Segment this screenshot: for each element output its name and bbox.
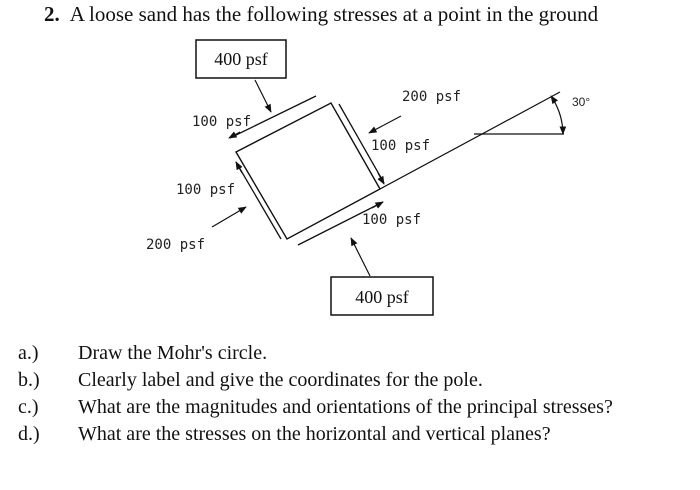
stress-element-square [236,103,380,239]
arrow-right-shear [378,173,384,184]
question-item [18,367,613,394]
angle-label: 30° [572,95,591,109]
question-label: d.) [18,423,40,445]
question-item [18,394,613,421]
arrow-left-shear [236,162,242,173]
question-text: What are the magnitudes and orientations of the principal stresses? [78,396,613,418]
label-right-shear: 100 psf [371,138,431,154]
question-label: a.) [18,342,39,364]
label-left-normal: 200 psf [146,237,206,253]
arrow-top-shear [229,132,240,138]
label-upper-right-normal: 200 psf [402,89,462,105]
question-label: c.) [18,396,39,418]
question-list [18,340,613,448]
arrow-bottom-normal [351,238,370,276]
question-item [18,421,613,448]
shear-line-left [236,162,281,239]
label-left-shear: 100 psf [176,182,236,198]
angle-arc [551,96,563,134]
label-upper-left-shear: 100 psf [192,114,252,130]
question-text: Clearly label and give the coordinates for the pole. [78,369,483,391]
arrow-top-normal [255,80,271,112]
problem-number: 2. [44,2,60,26]
question-item [18,340,613,367]
question-label: b.) [18,369,40,391]
question-text: Draw the Mohr's circle. [78,342,268,364]
arrow-right-normal [369,116,401,133]
arrow-bottom-shear [372,202,383,208]
top-stress-label: 400 psf [214,49,268,69]
question-text: What are the stresses on the horizontal and vertical planes? [78,423,551,445]
label-lower-shear: 100 psf [362,212,422,228]
bottom-stress-label: 400 psf [355,287,409,307]
arrow-left-normal [212,207,246,227]
problem-statement: A loose sand has the following stresses at a point in the ground [69,2,599,26]
